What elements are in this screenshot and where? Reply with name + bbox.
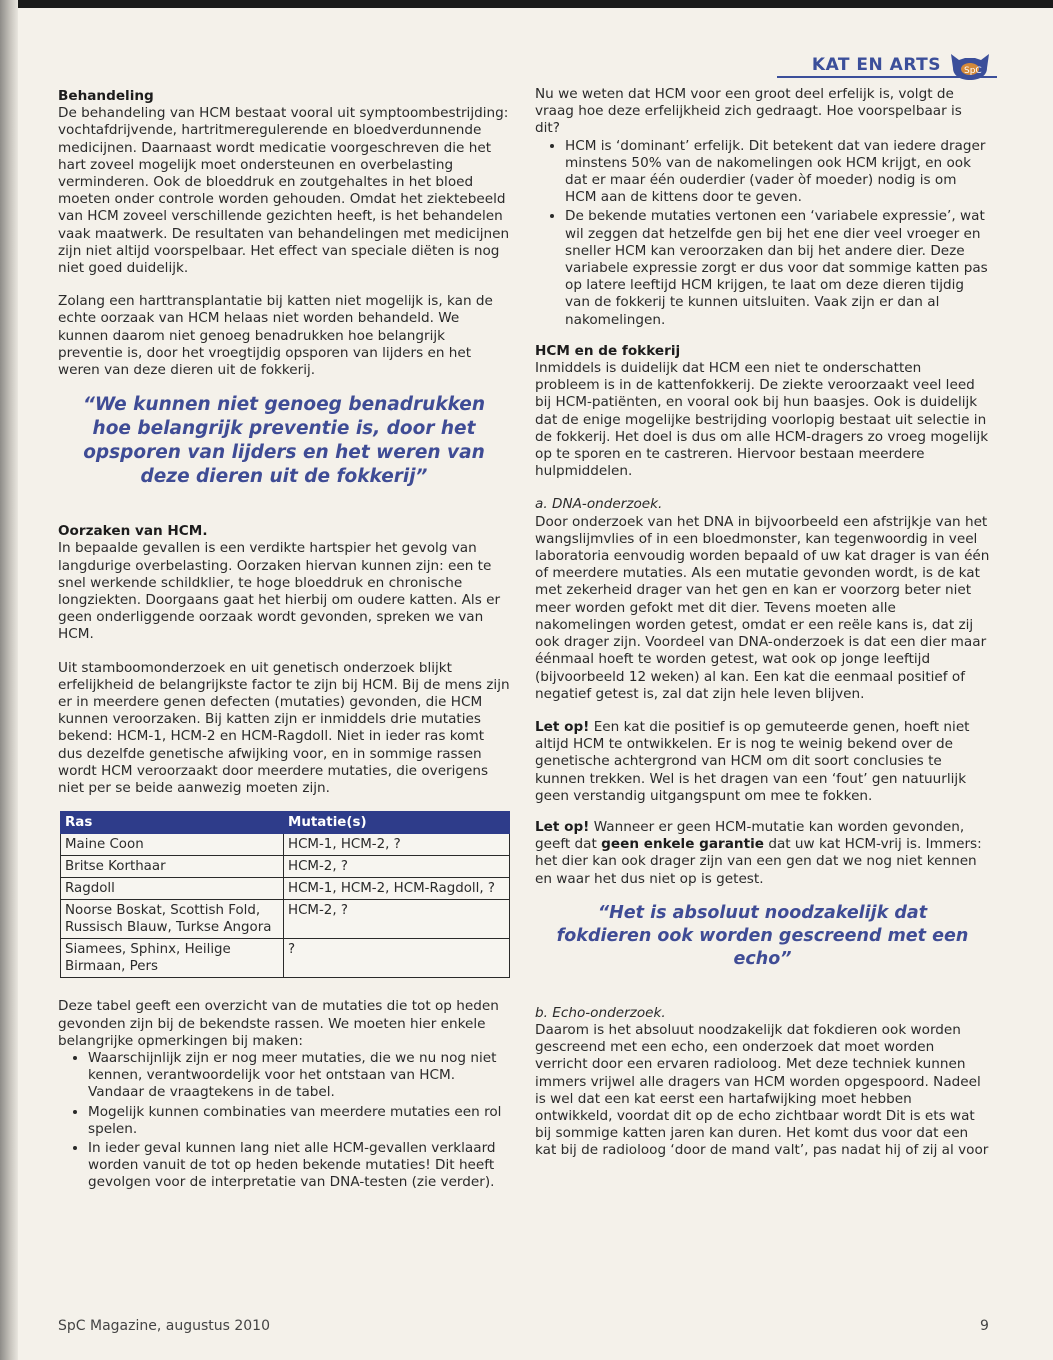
letop-text-2b: dat uw kat HCM-vrij is. Immers: het dier kan ook drager zijn van een gen dat we nog niet kennen en waar het dus niet op is getest. [535,836,982,887]
table-cell-mutatie: HCM-1, HCM-2, HCM-Ragdoll, ? [284,878,510,900]
letop-label-2: Let op! [535,818,590,835]
intro-paragraph: Nu we weten dat HCM voor een groot deel erfelijk is, volgt de vraag hoe deze erfelijkheid zich gedraagt. Hoe voorspelbaar is dit? [535,86,962,137]
dna-paragraph: Door onderzoek van het DNA in bijvoorbeeld een afstrijkje van het wangslijmvlies of in een bloedmonster, kan tegenwoordig in veel laboratoria eenvoudig worden bepaald of uw kat drager is van één of meerdere mutaties. Als een mutatie gevonden wordt, is de kat met zekerheid drager van het gen en kan er voorzorg beter niet meer worden gefokt met dit dier. Tevens moeten alle nakomelingen worden getest, omdat er een reële kans is, dat zij ook drager zijn. Voordeel van DNA-onderzoek is dat een dier maar éénmaal hoeft te worden getest, wat ook op jonge leeftijd (bijvoorbeeld 12 weken) al kan. Een kat die eenmaal positief of negatief getest is, zal dat zijn hele leven blijven. [535,513,990,702]
list-item: • De bekende mutaties vertonen een ‘variabele expressie’, wat wil zeggen dat hetzelfde gen bij het ene dier veel vroeger en sneller HCM kan veroorzaken dan bij het andere dier. Deze variabele expressie zorgt er dus voor dat sommige katten pas op latere leeftijd HCM krijgen, te laat om deze dieren tijdig van de fokkerij te kunnen uitsluiten. Vaak zijn er dan al nakomelingen. [565,208,990,328]
behandeling-paragraph: De behandeling van HCM bestaat vooral uit symptoombestrijding: vochtafdrijvende, hartritmeregulerende en bloedverdunnende medicijnen. Daarnaast wordt medicatie voorgeschreven die het hart zoveel mogelijk moet ondersteunen en overbelasting verminderen. Ook de bloeddruk en zoutgehaltes in het bloed moeten onder controle worden gehouden. Omdat het ziektebeeld van HCM zoveel verschillende gezichten heeft, is het behandelen vaak maatwerk. De resultaten van behandelingen met medicijnen zijn niet altijd voorspelbaar. Het effect van speciale diëten is nog niet goed duidelijk. [58,105,510,277]
table-cell-mutatie: HCM-2, ? [284,900,510,939]
page-top-edge [0,0,1053,8]
table-cell-ras: Britse Korthaar [61,856,284,878]
letop-emphasis: geen enkele garantie [601,836,764,853]
table-row [61,878,510,900]
page-binding-shadow [0,0,18,1360]
letop-paragraph-2 [535,819,990,888]
mutaties-table [60,811,510,978]
letop-paragraph-1 [535,719,990,805]
table-cell-ras: Maine Coon [61,834,284,856]
tabel-bullet-list [58,1050,510,1192]
footer-magazine: SpC Magazine, augustus 2010 [58,1318,270,1334]
table-header-row [61,812,510,834]
table-cell-ras: Noorse Boskat, Scottish Fold, Russisch Blauw, Turkse Angora [61,900,284,939]
table-header-mutatie: Mutatie(s) [284,812,510,834]
svg-text:SpC: SpC [964,66,982,76]
transplant-paragraph: Zolang een harttransplantatie bij katten niet mogelijk is, kan de echte oorzaak van HCM helaas niet worden behandeld. We kunnen daarom niet genoeg benadrukken hoe belangrijk preventie is, door het vroegtijdig opsporen van lijders en het weren van deze dieren uit de fokkerij. [58,293,493,379]
table-row [61,834,510,856]
list-item: • HCM is ‘dominant’ erfelijk. Dit betekent dat van iedere drager minstens 50% van de nakomelingen ook HCM krijgt, en ook dat er maar één ouderdier (vader òf moeder) nodig is om HCM aan de kittens door te geven. [565,138,990,207]
header-rule [777,76,997,78]
pull-quote-echo: “Het is absoluut noodzakelijk dat fokdieren ook worden gescreend met een echo” [556,902,969,969]
fokkerij-heading: HCM en de fokkerij [535,342,681,359]
dna-heading: a. DNA-onderzoek. [535,496,663,513]
stamboom-paragraph: Uit stamboomonderzoek en uit genetisch onderzoek blijkt erfelijkheid de belangrijkste factor te zijn bij HCM. Bij de mens zijn er in meerdere genen defecten (mutaties) gevonden, die HCM kunnen veroorzaken. Bij katten zijn er inmiddels drie mutaties bekend: HCM-1, HCM-2 en HCM-Ragdoll. Niet in ieder ras komt dus dezelfde genetische afwijking voor, en in sommige rassen wordt HCM veroorzaakt door meerdere mutaties, die overigens niet per se beide aanwezig moeten zijn. [58,659,510,797]
table-row [61,856,510,878]
echo-paragraph: Daarom is het absoluut noodzakelijk dat fokdieren ook worden gescreend met een echo, een onderzoek dat moet worden verricht door een ervaren radioloog. Met deze techniek kunnen immers vrijwel alle dragers van HCM worden opgespoord. Nadeel is wel dat een kat eerst een hartafwijking moet hebben ontwikkeld, voordat dit op de echo zichtbaar wordt Dit is ets wat bij sommige katten jaren kan duren. Het komt dus voor dat een kat bij de radioloog ‘door de mand valt’, pas nadat hij of zij al voor [535,1021,989,1159]
tabel-paragraph: Deze tabel geeft een overzicht van de mutaties die tot op heden gevonden zijn bij de bekendste rassen. We moeten hier enkele belangrijke opmerkingen bij maken: [58,998,499,1049]
table-cell-mutatie: ? [284,939,510,978]
oorzaken-heading: Oorzaken van HCM. [58,523,208,540]
left-column [58,88,510,1206]
fokkerij-paragraph: Inmiddels is duidelijk dat HCM een niet te onderschatten probleem is in de kattenfokkerij. De ziekte veroorzaakt veel leed bij HCM-patiënten, en vooral ook bij hun baasjes. Ook is duidelijk dat de enige mogelijke bestrijding voorlopig bestaat uit selectie in de fokkerij. Het doel is dus om alle HCM-dragers zo vroeg mogelijk op te sporen en te castreren. Hiervoor bestaan meerdere hulpmiddelen. [535,360,989,480]
echo-heading: b. Echo-onderzoek. [535,1004,666,1021]
list-item: • Waarschijnlijk zijn er nog meer mutaties, die we nu nog niet kennen, verantwoordelijk voor het ontstaan van HCM. Vandaar de vraagtekens in de tabel. [88,1050,510,1102]
section-title: KAT EN ARTS [811,55,941,75]
letop-label-1: Let op! [535,718,590,735]
erfelijkheid-bullet-list [535,138,990,329]
table-cell-ras: Siamees, Sphinx, Heilige Birmaan, Pers [61,939,284,978]
list-item: • Mogelijk kunnen combinaties van meerdere mutaties een rol spelen. [88,1104,510,1138]
table-row [61,900,510,939]
section-header [812,48,993,82]
table-cell-mutatie: HCM-1, HCM-2, ? [284,834,510,856]
table-cell-mutatie: HCM-2, ? [284,856,510,878]
letop-text-1: Een kat die positief is op gemuteerde genen, hoeft niet altijd HCM te ontwikkelen. Er is nog te weinig bekend over de genetische achtergrond van HCM om dit soort conclusies te kunnen trekken. Wel is het dragen van een ‘fout’ gen natuurlijk geen verstandig uitgangspunt om mee te fokken. [535,718,970,804]
oorzaken-paragraph: In bepaalde gevallen is een verdikte hartspier het gevolg van langdurige overbelasting. Oorzaken hiervan kunnen zijn: een te snel werkende schildklier, te hoge bloeddruk en chronische longziekten. Doorgaans gaat het hierbij om oudere katten. Als er geen onderliggende oorzaak wordt gevonden, spreken we van HCM. [58,540,501,643]
table-row [61,939,510,978]
letop-text-2a: Wanneer er geen HCM-mutatie kan worden gevonden, geeft dat [535,818,965,853]
list-item: • In ieder geval kunnen lang niet alle HCM-gevallen verklaard worden vanuit de tot op heden bekende mutaties! Dit heeft gevolgen voor de interpretatie van DNA-testen (zie verder). [88,1140,510,1192]
table-header-ras: Ras [61,812,284,834]
behandeling-heading: Behandeling [58,88,154,104]
pull-quote-preventie: “We kunnen niet genoeg benadrukken hoe belangrijk preventie is, door het opsporen van lijders en het weren van deze dieren uit de fokkerij” [83,394,485,488]
right-column [535,86,990,1176]
page-number: 9 [980,1318,989,1334]
table-cell-ras: Ragdoll [61,878,284,900]
